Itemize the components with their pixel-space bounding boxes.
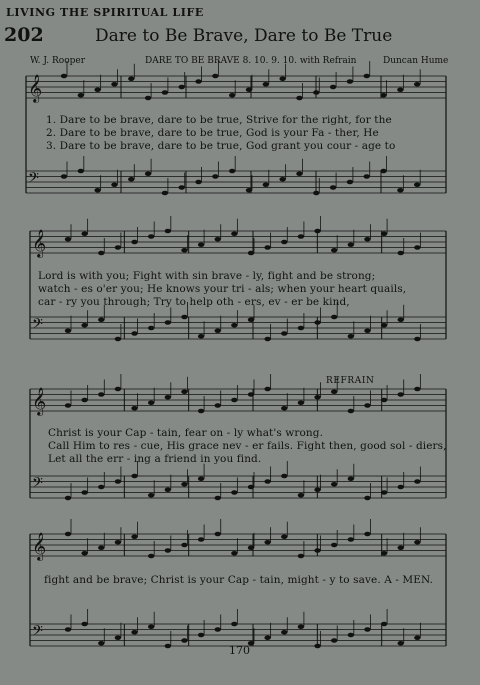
note-head <box>298 554 304 559</box>
note-head <box>81 490 87 495</box>
note-head <box>364 74 370 79</box>
note-head <box>215 627 221 632</box>
note-head <box>347 79 353 84</box>
note-head <box>215 496 221 501</box>
note-head <box>264 479 270 484</box>
lyric-line: Let all the err - ing a friend in you find. <box>48 453 262 465</box>
note-head <box>348 409 354 414</box>
note-head <box>215 532 221 537</box>
note-head <box>148 493 154 498</box>
note-head <box>181 315 187 320</box>
note-head <box>162 191 168 196</box>
note-head <box>131 630 137 635</box>
note-head <box>298 234 304 239</box>
lyric-line: 3. Dare to be brave, dare to be true, God grant you cour - age to <box>46 140 396 152</box>
page-number: 170 <box>229 644 250 657</box>
note-head <box>148 326 154 331</box>
note-head <box>78 93 84 98</box>
note-head <box>98 251 104 256</box>
note-head <box>348 242 354 247</box>
composer-credit: W. J. Rooper <box>30 56 86 66</box>
note-head <box>165 395 171 400</box>
note-head <box>298 326 304 331</box>
note-head <box>131 331 137 336</box>
note-head <box>331 482 337 487</box>
refrain-label: REFRAIN <box>326 376 375 386</box>
note-head <box>145 96 151 101</box>
lyric-line: Christ is your Cap - tain, fear on - ly what's wrong. <box>48 427 324 439</box>
note-head <box>98 641 104 646</box>
note-head <box>165 320 171 325</box>
note-head <box>281 630 287 635</box>
note-head <box>198 334 204 339</box>
note-head <box>181 482 187 487</box>
note-head <box>145 171 151 176</box>
note-head <box>198 633 204 638</box>
note-head <box>115 635 121 640</box>
treble-clef-icon: 𝄞 <box>32 532 47 560</box>
note-head <box>162 90 168 95</box>
note-head <box>279 76 285 81</box>
note-head <box>279 177 285 182</box>
note-head <box>78 169 84 174</box>
note-head <box>364 403 370 408</box>
note-head <box>298 493 304 498</box>
hymn-title: Dare to Be Brave, Dare to Be True <box>95 26 393 46</box>
note-head <box>198 537 204 542</box>
note-head <box>81 398 87 403</box>
lyric-line: Call Him to res - cue, His grace nev - er fails. Fight then, good sol - diers, <box>48 440 447 452</box>
bass-clef-icon: 𝄢 <box>32 475 43 495</box>
note-head <box>111 82 117 87</box>
lyric-line: 1. Dare to be brave, dare to be true, Strive for the right, for the <box>46 114 392 126</box>
note-head <box>231 323 237 328</box>
note-head <box>212 74 218 79</box>
note-head <box>131 534 137 539</box>
note-head <box>231 622 237 627</box>
note-head <box>296 171 302 176</box>
note-head <box>212 174 218 179</box>
note-head <box>229 169 235 174</box>
lyric-line: fight and be brave; Christ is your Cap - tain, might - y to save. A - MEN. <box>44 574 434 586</box>
note-head <box>398 317 404 322</box>
note-head <box>181 389 187 394</box>
note-head <box>115 337 121 342</box>
note-head <box>215 328 221 333</box>
note-head <box>263 182 269 187</box>
note-head <box>181 543 187 548</box>
note-head <box>148 554 154 559</box>
note-head <box>115 245 121 250</box>
note-head <box>398 251 404 256</box>
note-head <box>229 93 235 98</box>
note-head <box>281 534 287 539</box>
note-head <box>348 476 354 481</box>
note-head <box>128 177 134 182</box>
note-head <box>398 641 404 646</box>
note-head <box>281 474 287 479</box>
note-head <box>65 532 71 537</box>
note-head <box>148 624 154 629</box>
note-head <box>98 545 104 550</box>
note-head <box>165 229 171 234</box>
note-head <box>65 237 71 242</box>
note-head <box>264 387 270 392</box>
note-head <box>414 337 420 342</box>
note-head <box>414 479 420 484</box>
note-head <box>298 400 304 405</box>
lyric-line: watch - es o'er you; He knows your tri - als; when your heart quails, <box>38 283 407 295</box>
note-head <box>148 234 154 239</box>
note-head <box>364 237 370 242</box>
note-head <box>264 635 270 640</box>
bass-clef-icon: 𝄢 <box>32 316 43 336</box>
note-head <box>195 79 201 84</box>
treble-clef-icon: 𝄞 <box>28 74 43 102</box>
treble-clef-icon: 𝄞 <box>32 387 47 415</box>
note-head <box>231 231 237 236</box>
note-head <box>347 180 353 185</box>
note-head <box>281 406 287 411</box>
note-head <box>364 328 370 333</box>
note-head <box>94 87 100 92</box>
note-head <box>398 485 404 490</box>
note-head <box>296 96 302 101</box>
note-head <box>115 387 121 392</box>
bass-clef-icon: 𝄢 <box>28 170 39 190</box>
note-head <box>181 248 187 253</box>
note-head <box>98 485 104 490</box>
note-head <box>414 82 420 87</box>
note-head <box>179 185 185 190</box>
note-head <box>330 85 336 90</box>
note-head <box>179 85 185 90</box>
note-head <box>165 487 171 492</box>
note-head <box>81 231 87 236</box>
note-head <box>281 331 287 336</box>
note-head <box>298 624 304 629</box>
note-head <box>98 317 104 322</box>
note-head <box>331 389 337 394</box>
bass-clef-icon: 𝄢 <box>32 623 43 643</box>
note-head <box>81 551 87 556</box>
note-head <box>414 635 420 640</box>
lyric-line: car - ry you through; Try to help oth - ers, ev - er be kind, <box>38 296 350 308</box>
note-head <box>398 545 404 550</box>
note-head <box>364 627 370 632</box>
lyric-line: 2. Dare to be brave, dare to be true, God is your Fa - ther, He <box>46 127 379 139</box>
note-head <box>61 174 67 179</box>
note-head <box>115 479 121 484</box>
note-head <box>414 182 420 187</box>
note-head <box>81 622 87 627</box>
note-head <box>215 237 221 242</box>
note-head <box>231 490 237 495</box>
note-head <box>364 532 370 537</box>
note-head <box>65 328 71 333</box>
note-head <box>131 406 137 411</box>
note-head <box>65 403 71 408</box>
note-head <box>198 409 204 414</box>
note-head <box>364 174 370 179</box>
note-head <box>98 392 104 397</box>
note-head <box>148 400 154 405</box>
note-head <box>397 188 403 193</box>
lyric-line: Lord is with you; Fight with sin brave - ly, fight and be strong; <box>38 270 376 282</box>
note-head <box>165 644 171 649</box>
note-head <box>131 474 137 479</box>
note-head <box>61 74 67 79</box>
note-head <box>115 540 121 545</box>
note-head <box>65 627 71 632</box>
note-head <box>131 240 137 245</box>
note-head <box>81 323 87 328</box>
section-title: LIVING THE SPIRITUAL LIFE <box>6 6 204 19</box>
note-head <box>198 476 204 481</box>
note-head <box>165 548 171 553</box>
note-head <box>198 242 204 247</box>
author-credit: Duncan Hume <box>383 56 449 66</box>
treble-clef-icon: 𝄞 <box>32 229 47 257</box>
note-head <box>398 392 404 397</box>
note-head <box>181 638 187 643</box>
note-head <box>111 182 117 187</box>
note-head <box>263 82 269 87</box>
note-head <box>414 540 420 545</box>
note-head <box>231 551 237 556</box>
note-head <box>281 240 287 245</box>
note-head <box>264 337 270 342</box>
note-head <box>264 540 270 545</box>
note-head <box>331 543 337 548</box>
note-head <box>65 496 71 501</box>
note-head <box>331 248 337 253</box>
note-head <box>94 188 100 193</box>
note-head <box>331 638 337 643</box>
note-head <box>330 185 336 190</box>
note-head <box>414 387 420 392</box>
hymn-number: 202 <box>4 24 44 46</box>
note-head <box>264 245 270 250</box>
note-head <box>348 334 354 339</box>
note-head <box>414 245 420 250</box>
tune-meter: DARE TO BE BRAVE 8. 10. 9. 10. with Refrain <box>145 56 357 66</box>
note-head <box>195 180 201 185</box>
note-head <box>231 398 237 403</box>
note-head <box>215 403 221 408</box>
note-head <box>348 537 354 542</box>
note-head <box>128 76 134 81</box>
note-head <box>364 496 370 501</box>
note-head <box>348 633 354 638</box>
note-head <box>397 87 403 92</box>
note-head <box>331 315 337 320</box>
